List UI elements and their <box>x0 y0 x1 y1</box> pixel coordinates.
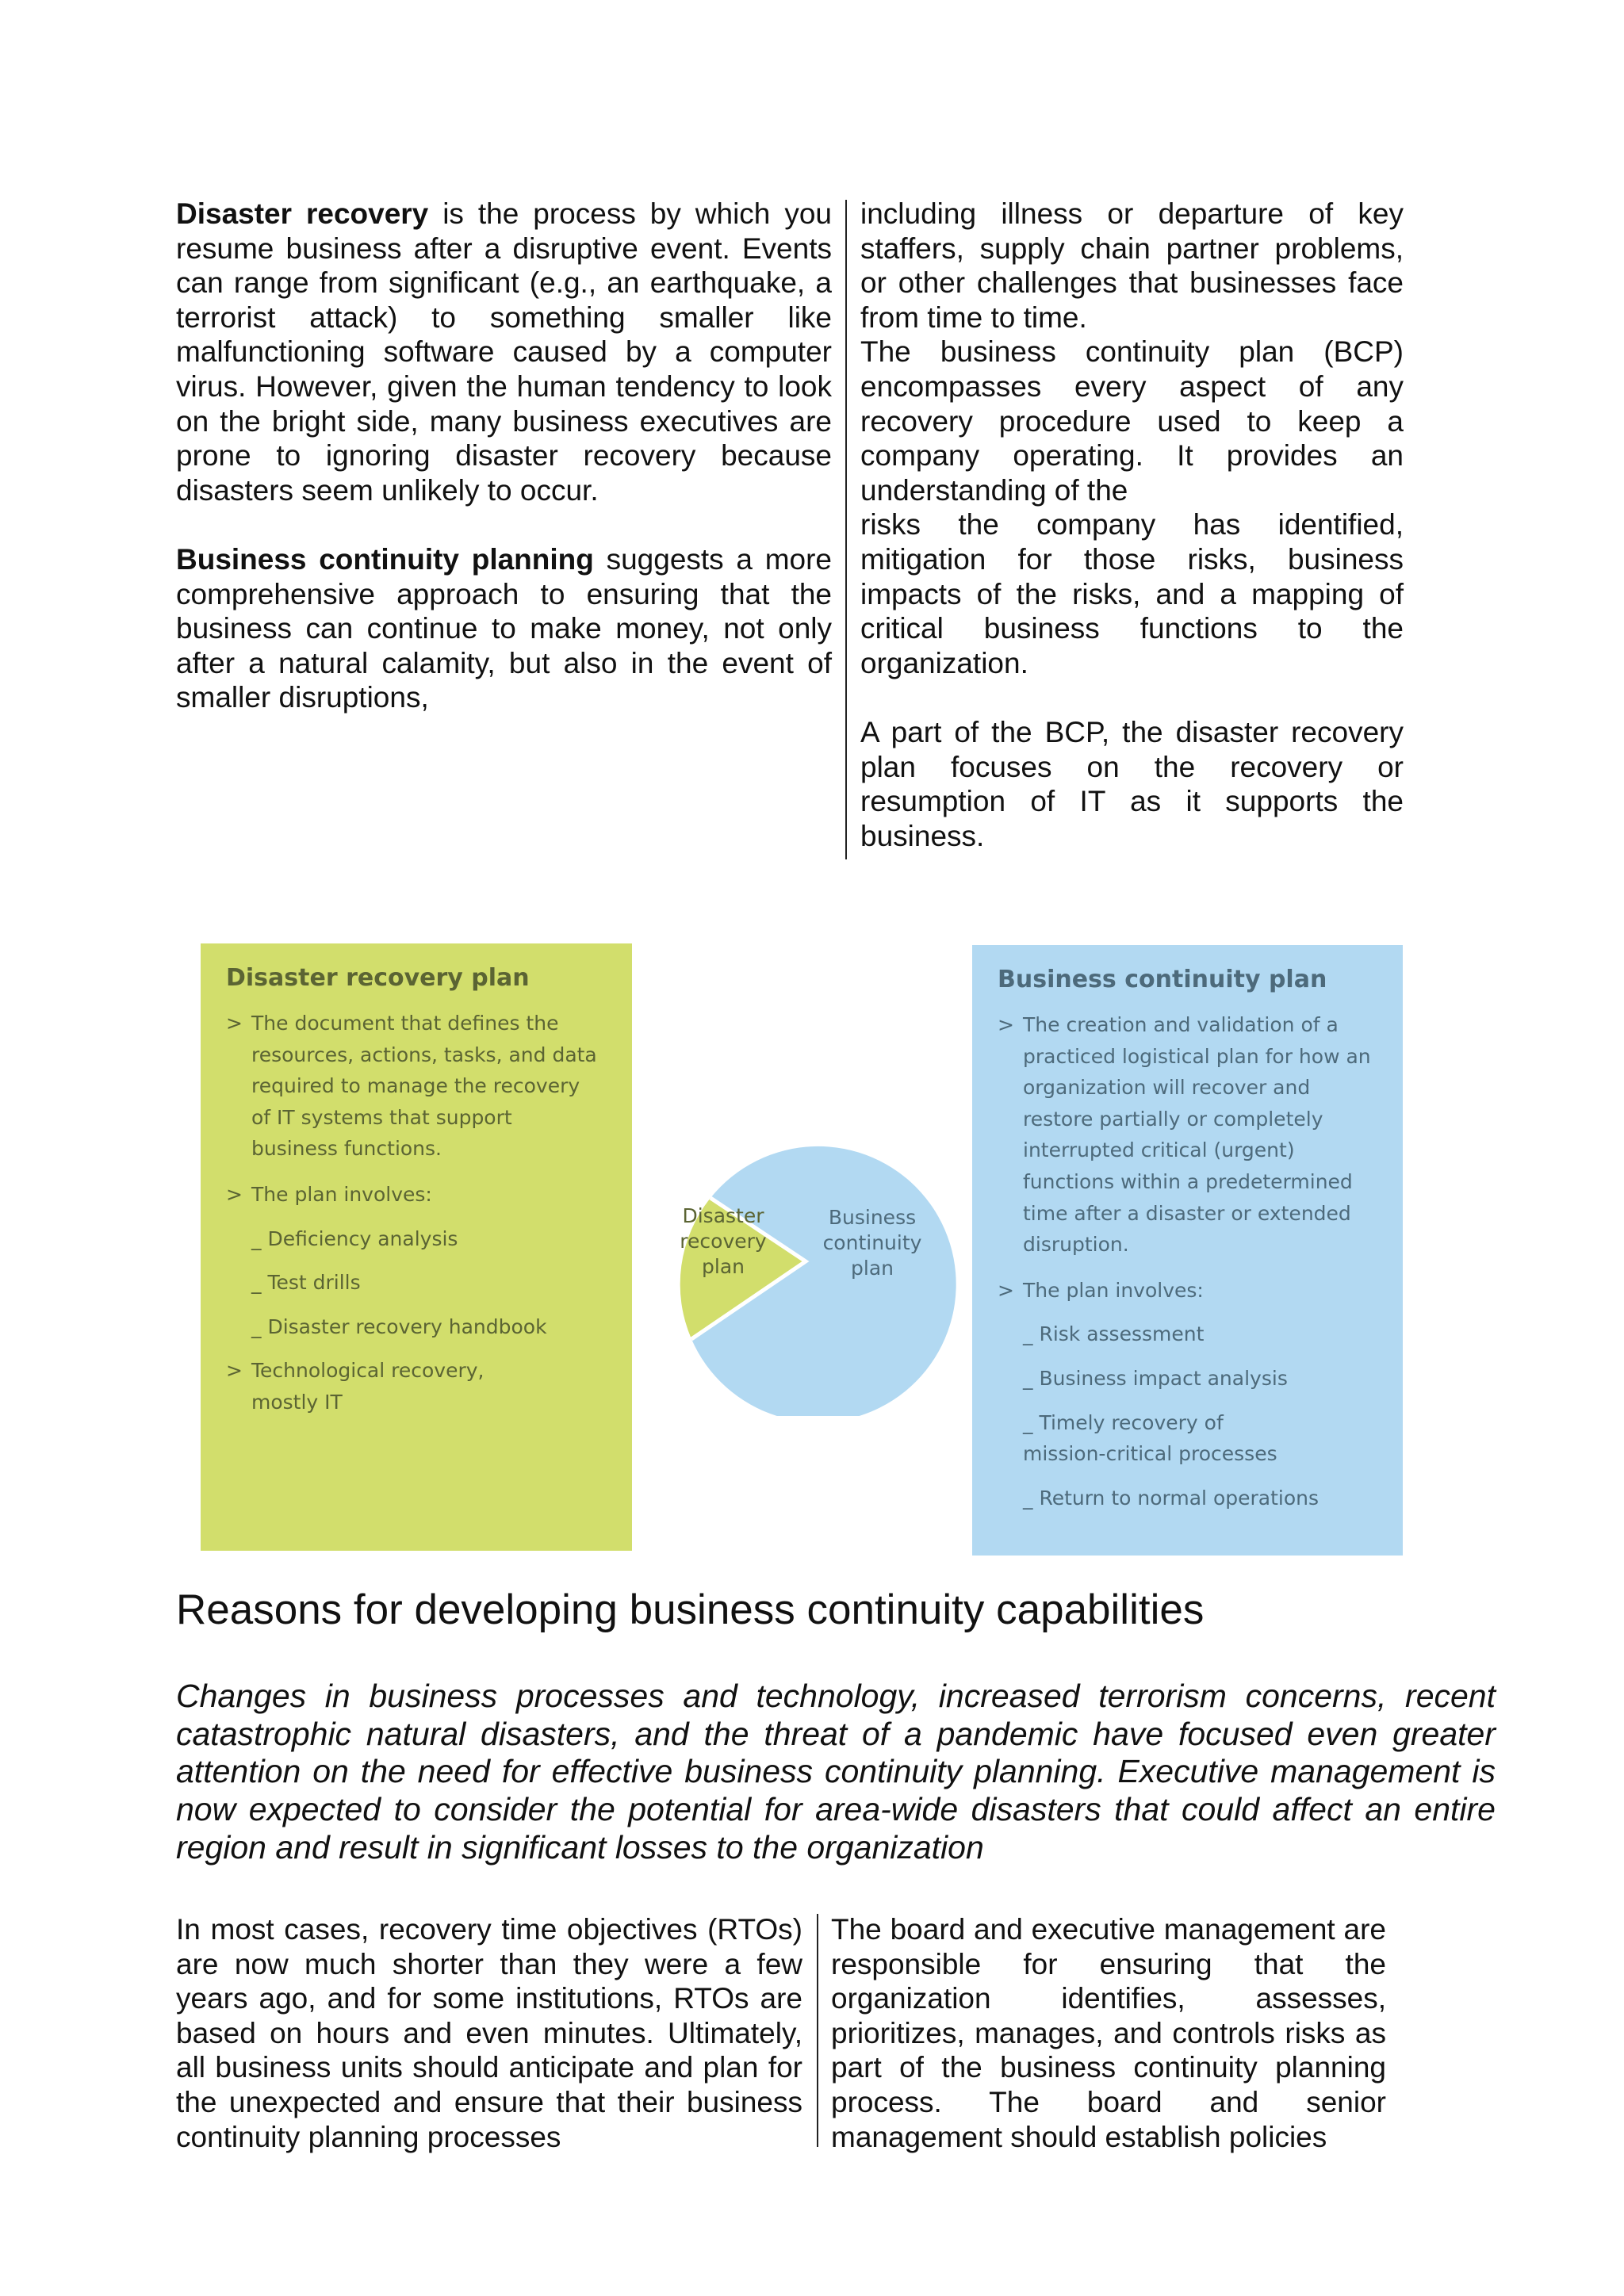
drp-panel <box>201 943 632 1551</box>
drp-sub-handbook: _ Disaster recovery handbook <box>251 1314 547 1338</box>
bcp-sub-impact-analysis: _ Business impact analysis <box>1023 1366 1288 1390</box>
paragraph-board: The board and executive management are responsible for ensuring that the organization identifies, assesses, prioritizes, manages, and controls risks as part of the business continuity planning process. The board and senior management should establish policies <box>831 1913 1386 2153</box>
bcp-panel <box>972 945 1403 1556</box>
bcp-sub-risk-assessment: _ Risk assessment <box>1023 1322 1205 1346</box>
plan-pie-chart <box>652 1099 969 1416</box>
bcp-title: Business continuity plan <box>998 966 1327 993</box>
chevron-right-icon: > <box>998 1013 1014 1036</box>
drp-title: Disaster recovery plan <box>226 964 530 992</box>
pie-label-drp-line2: recovery <box>680 1230 767 1253</box>
paragraph-rto: In most cases, recovery time objectives (RTOs) are now much shorter than they were a few years ago, and for some institutions, RTOs are based on hours and even minutes. Ultimately, all business units should anticipate and plan for the unexpected and ensure that their business continuity planning processes <box>176 1913 802 2153</box>
top-left-column <box>176 197 832 715</box>
pie-label-bcp-line3: plan <box>851 1257 894 1280</box>
drp-sub-deficiency: _ Deficiency analysis <box>251 1226 458 1250</box>
bcp-sub-return-normal: _ Return to normal operations <box>1023 1486 1319 1510</box>
chevron-right-icon: > <box>226 1182 243 1206</box>
drp-sub-test-drills: _ Test drills <box>251 1271 361 1295</box>
section-heading: Reasons for developing business continuity capabilities <box>176 1586 1205 1633</box>
paragraph-right-1: including illness or departure of key staffers, supply chain partner problems, or other challenges that businesses face from time to time. <box>860 197 1404 334</box>
paragraph-right-2: The business continuity plan (BCP) encompasses every aspect of any recovery procedure used to keep a company operating. It provides an understanding of the <box>860 335 1404 507</box>
chevron-right-icon: > <box>998 1278 1014 1302</box>
top-column-divider <box>845 200 847 859</box>
pie-label-drp-line3: plan <box>702 1255 745 1278</box>
bcp-point-definition: > The creation and validation of a practiced logistical plan for how an organization will recover and restore partially or completely interrupted critical (urgent) functions within a predetermined time after a disaster or extended disruption. <box>1023 1009 1378 1261</box>
term-disaster-recovery: Disaster recovery <box>176 197 429 230</box>
drp-point-technological: > Technological recovery, mostly IT <box>251 1355 489 1418</box>
paragraph-right-4: A part of the BCP, the disaster recovery plan focuses on the recovery or resumption of IT as it supports the business. <box>860 715 1404 852</box>
section-lead-paragraph: Changes in business processes and technology, increased terrorism concerns, recent catastrophic natural disasters, and the threat of a pandemic have focused even greater attention on the need for effective business continuity planning. Executive management is now expected to consider the potential for area-wide disasters that could affect an entire region and result in significant losses to the organization <box>176 1678 1496 1866</box>
drp-point-involves: > The plan involves: <box>251 1179 599 1211</box>
pie-label-bcp-line2: continuity <box>822 1231 922 1254</box>
bcp-sub-timely-recovery: _ Timely recovery of mission-critical processes <box>1023 1410 1277 1466</box>
drp-point-definition: > The document that defines the resources, actions, tasks, and data required to manage the recovery of IT systems that support business functions. <box>251 1008 599 1165</box>
bcp-point-involves: > The plan involves: <box>1023 1275 1378 1307</box>
chevron-right-icon: > <box>226 1012 243 1035</box>
pie-label-bcp-line1: Business <box>828 1206 917 1229</box>
paragraph-business-continuity-planning: Business continuity planning suggests a more comprehensive approach to ensuring that the business can continue to make money, not only after a natural calamity, but also in the event of smaller disruptions, <box>176 542 832 714</box>
paragraph-disaster-recovery: Disaster recovery is the process by which you resume business after a disruptive event. Events can range from significant (e.g., an earthquake, a terrorist attack) to something smaller like malfunctioning software caused by a computer virus. However, given the human tendency to look on the bright side, many business executives are prone to ignoring disaster recovery because disasters seem unlikely to occur. <box>176 197 832 507</box>
term-business-continuity-planning: Business continuity planning <box>176 542 594 576</box>
bottom-column-divider <box>817 1914 818 2147</box>
pie-label-drp-line1: Disaster <box>682 1204 764 1227</box>
top-right-column <box>860 197 1404 853</box>
bottom-left-column <box>176 1912 802 2154</box>
paragraph-right-3: risks the company has identified, mitigation for those risks, business impacts of the risks, and a mapping of critical business functions to the organization. <box>860 508 1404 679</box>
chevron-right-icon: > <box>226 1359 243 1383</box>
bottom-right-column <box>831 1912 1386 2154</box>
